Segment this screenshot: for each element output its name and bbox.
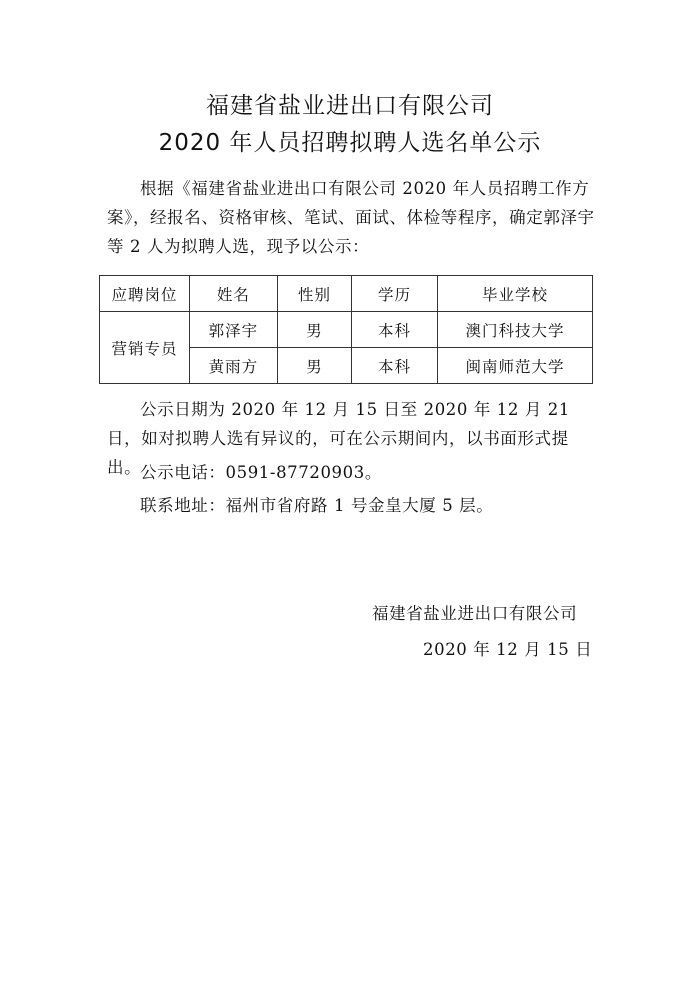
cell-education: 本科 — [352, 312, 438, 348]
intro-paragraph: 根据《福建省盐业进出口有限公司 2020 年人员招聘工作方案》，经报名、资格审核、笔试、面试、体检等程序，确定郭泽宇等 2 人为拟聘人选，现予以公示： — [107, 179, 595, 256]
signature-date: 2020 年 12 月 15 日 — [423, 640, 593, 659]
table-header-row — [100, 276, 593, 312]
cell-name: 黄雨方 — [189, 348, 277, 384]
cell-gender: 男 — [277, 312, 351, 348]
header-gender: 性别 — [277, 276, 351, 312]
cell-school: 闽南师范大学 — [438, 348, 593, 384]
title-line-1: 福建省盐业进出口有限公司 — [206, 93, 494, 119]
cell-school: 澳门科技大学 — [438, 312, 593, 348]
header-school: 毕业学校 — [438, 276, 593, 312]
header-name: 姓名 — [189, 276, 277, 312]
notice-phone: 公示电话：0591-87720903。 — [140, 463, 382, 482]
table-row — [100, 312, 593, 348]
title-line-2: 2020 年人员招聘拟聘人选名单公示 — [158, 130, 542, 156]
notice-address: 联系地址：福州市省府路 1 号金皇大厦 5 层。 — [140, 496, 494, 515]
cell-position: 营销专员 — [100, 312, 190, 384]
candidate-table — [99, 275, 593, 384]
header-education: 学历 — [352, 276, 438, 312]
signature-org: 福建省盐业进出口有限公司 — [372, 604, 578, 623]
cell-gender: 男 — [277, 348, 351, 384]
header-position: 应聘岗位 — [100, 276, 190, 312]
notice-period-paragraph: 公示日期为 2020 年 12 月 15 日至 2020 年 12 月 21 日，如对拟聘人选有异议的，可在公示期间内，以书面形式提出。 — [107, 400, 570, 477]
cell-name: 郭泽宇 — [189, 312, 277, 348]
cell-education: 本科 — [352, 348, 438, 384]
